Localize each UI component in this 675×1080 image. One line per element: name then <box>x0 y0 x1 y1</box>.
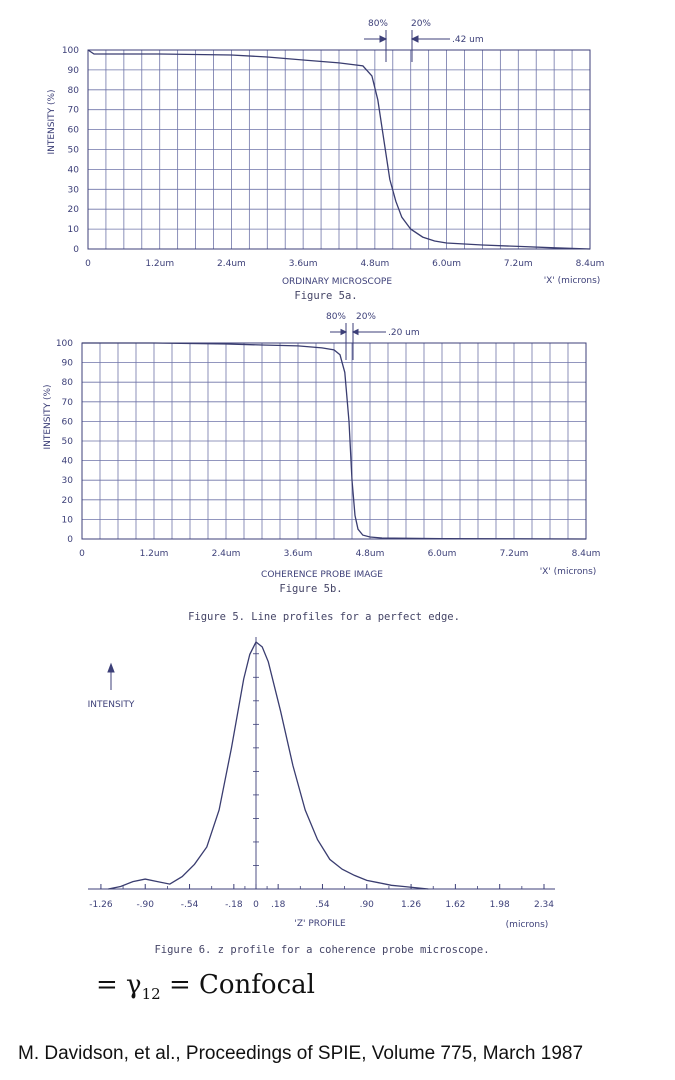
y-tick-label: 60 <box>61 417 73 428</box>
y-tick-label: 10 <box>67 225 79 236</box>
x-tick-label: 2.4um <box>217 259 246 269</box>
x-tick-label: 8.4um <box>575 259 605 269</box>
annotation-width-fig5b: .20 um <box>388 328 420 338</box>
y-tick-label: 100 <box>55 339 73 349</box>
chart-title-fig5b: COHERENCE PROBE IMAGE <box>261 570 383 580</box>
y-tick-label: 20 <box>67 205 79 216</box>
y-tick-label: 40 <box>61 456 73 467</box>
figure6-caption: Figure 6. z profile for a coherence probe microscope. <box>154 944 490 956</box>
coherence-formula <box>96 970 315 1003</box>
x-axis-label-fig5a: 'X' (microns) <box>543 276 601 286</box>
chart-fig6 <box>88 637 555 956</box>
chart-fig5b <box>43 312 600 595</box>
y-tick-label: 0 <box>73 245 79 255</box>
formula-prefix: = γ <box>96 970 142 1000</box>
y-tick-label: 50 <box>61 437 73 447</box>
y-axis-label-fig5a: INTENSITY (%) <box>47 89 57 155</box>
y-tick-label: 70 <box>67 105 79 116</box>
citation-text: M. Davidson, et al., Proceedings of SPIE, Volume 775, March 1987 <box>18 1043 584 1064</box>
annotation-80-fig5a: 80% <box>367 19 389 29</box>
intensity-arrow-icon <box>108 664 114 690</box>
formula-suffix: = Confocal <box>160 970 315 1000</box>
figure-label-fig5a: Figure 5a. <box>294 290 358 302</box>
x-tick-label: 1.62 <box>445 900 466 910</box>
y-tick-label: 50 <box>67 145 79 156</box>
y-tick-label: 0 <box>67 535 73 545</box>
x-tick-label: -.18 <box>225 900 243 910</box>
annotation-20-fig5b: 20% <box>355 312 377 322</box>
y-tick-label: 90 <box>67 65 79 76</box>
y-tick-label: 70 <box>61 397 73 408</box>
x-tick-label: 1.2um <box>139 549 169 559</box>
annotation-arrows-fig5b <box>330 323 386 360</box>
x-tick-label: -.54 <box>180 900 199 910</box>
y-tick-label: 60 <box>67 125 79 136</box>
x-tick-label: .90 <box>359 900 374 910</box>
x-axis-label-fig6: (microns) <box>505 920 549 930</box>
y-tick-label: 100 <box>61 46 79 56</box>
intensity-curve-fig6 <box>108 642 428 889</box>
annotation-80-fig5b: 80% <box>325 312 347 322</box>
figure5-caption: Figure 5. Line profiles for a perfect edge. <box>188 611 460 623</box>
annotation-20-fig5a: 20% <box>410 19 432 29</box>
x-tick-label: 2.4um <box>211 549 241 559</box>
y-tick-label: 40 <box>67 165 79 176</box>
annotation-arrows-fig5a <box>364 30 450 62</box>
y-tick-label: 90 <box>61 358 73 369</box>
x-tick-label: .54 <box>315 900 330 910</box>
y-axis-label-fig5b: INTENSITY (%) <box>43 384 53 450</box>
y-tick-label: 30 <box>61 476 73 487</box>
x-tick-label: 2.34 <box>533 900 555 910</box>
x-tick-label: 0 <box>85 259 91 269</box>
y-tick-label: 10 <box>61 515 73 526</box>
annotation-width-fig5a: .42 um <box>452 35 484 45</box>
x-tick-label: 6.0um <box>432 259 461 269</box>
x-tick-label: 4.8um <box>355 549 385 559</box>
y-tick-label: 20 <box>61 495 73 506</box>
x-tick-label: 6.0um <box>427 549 457 559</box>
x-tick-label: 7.2um <box>499 549 529 559</box>
y-tick-label: 80 <box>61 378 73 389</box>
y-axis-label-fig6: INTENSITY <box>87 700 135 710</box>
x-axis-label-fig5b: 'X' (microns) <box>539 567 597 577</box>
x-tick-label: 0 <box>79 549 85 559</box>
y-tick-label: 80 <box>67 85 79 96</box>
y-tick-label: 30 <box>67 185 79 196</box>
formula-subscript: 12 <box>141 985 161 1004</box>
x-tick-label: 7.2um <box>503 259 533 269</box>
x-tick-label: 8.4um <box>571 549 601 559</box>
x-tick-label: .18 <box>270 900 286 910</box>
chart-fig5a <box>47 19 604 302</box>
x-tick-label: 3.6um <box>283 549 313 559</box>
x-tick-label: 1.2um <box>145 259 175 269</box>
chart-title-fig6: 'Z' PROFILE <box>294 919 346 929</box>
x-tick-label: -.90 <box>136 900 155 910</box>
figure-label-fig5b: Figure 5b. <box>279 583 343 595</box>
x-tick-label: 1.98 <box>489 900 510 910</box>
x-tick-label: 4.8um <box>360 259 390 269</box>
chart-title-fig5a: ORDINARY MICROSCOPE <box>281 277 393 287</box>
x-tick-label: 1.26 <box>401 900 422 910</box>
x-tick-label: 3.6um <box>288 259 318 269</box>
x-tick-label: -1.26 <box>89 900 113 910</box>
x-tick-label: 0 <box>253 900 259 910</box>
